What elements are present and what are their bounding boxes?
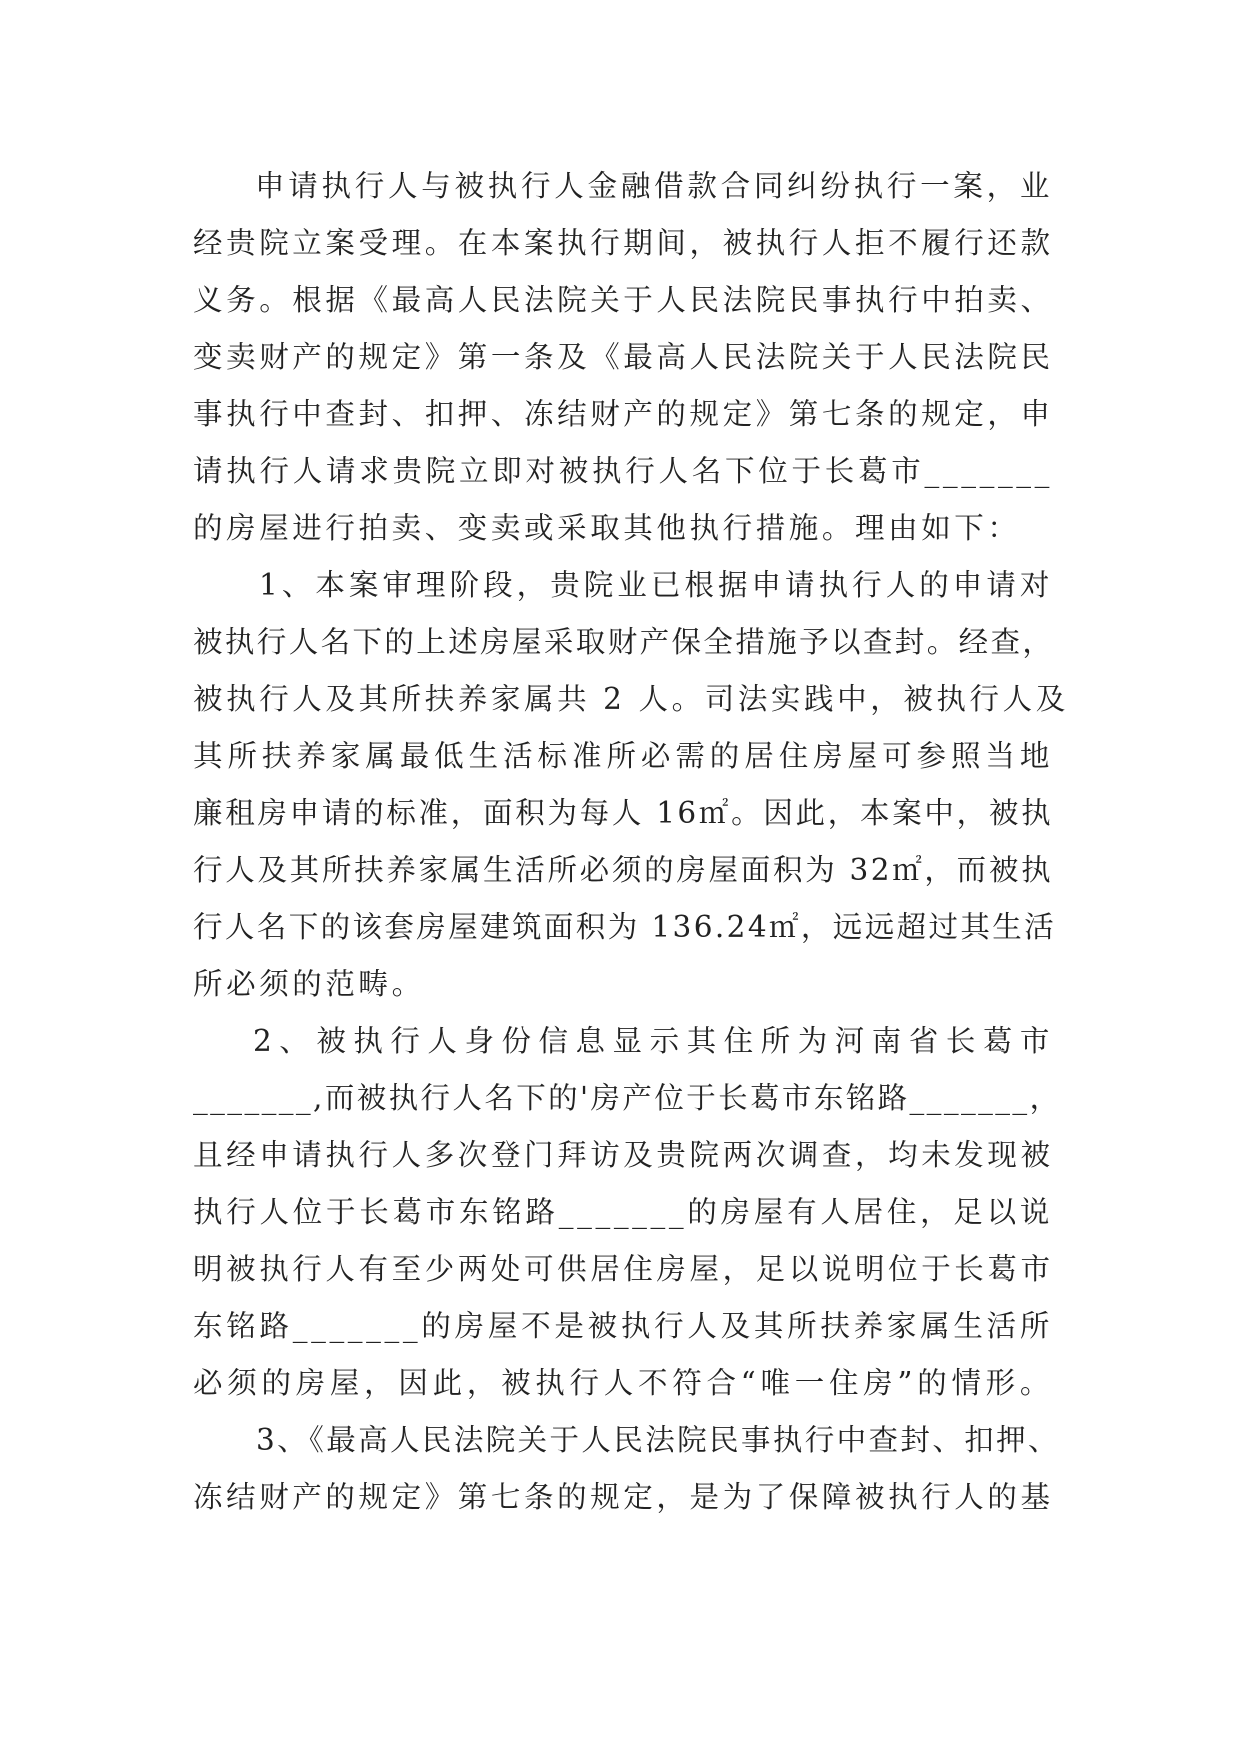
paragraph-reason-3 bbox=[193, 1412, 1060, 1526]
paragraph-reason-1 bbox=[193, 557, 1069, 1013]
text-line: 2、被执行人身份信息显示其住所为河南省长葛市 bbox=[253, 1024, 1053, 1058]
text-line: 且经申请执行人多次登门拜访及贵院两次调查，均未发现被 bbox=[193, 1138, 1054, 1172]
text-line: 申请执行人与被执行人金融借款合同纠纷执行一案，业 bbox=[255, 169, 1053, 203]
text-line: 被执行人名下的上述房屋采取财产保全措施予以查封。经查， bbox=[193, 625, 1055, 659]
document-body bbox=[193, 158, 1069, 1526]
text-line: 3、《最高人民法院关于人民法院民事执行中查封、扣押、 bbox=[256, 1423, 1060, 1457]
text-line: 的房屋进行拍卖、变卖或采取其他执行措施。理由如下： bbox=[193, 511, 1021, 545]
text-line: 义务。根据《最高人民法院关于人民法院民事执行中拍卖、 bbox=[193, 283, 1054, 317]
text-line: _______,而被执行人名下的'房产位于长葛市东铭路_______， bbox=[193, 1081, 1062, 1115]
text-line: 行人及其所扶养家属生活所必须的房屋面积为 32㎡，而被执 bbox=[193, 853, 1053, 887]
text-line: 行人名下的该套房屋建筑面积为 136.24㎡，远远超过其生活 bbox=[193, 910, 1057, 944]
text-line: 冻结财产的规定》第七条的规定，是为了保障被执行人的基 bbox=[193, 1480, 1054, 1514]
paragraph-application-intro bbox=[193, 158, 1053, 557]
text-line: 东铭路_______的房屋不是被执行人及其所扶养家属生活所 bbox=[193, 1309, 1053, 1343]
text-line: 执行人位于长葛市东铭路_______的房屋有人居住，足以说 bbox=[193, 1195, 1053, 1229]
text-line: 廉租房申请的标准，面积为每人 16㎡。因此，本案中，被执 bbox=[193, 796, 1053, 830]
text-line: 事执行中查封、扣押、冻结财产的规定》第七条的规定，申 bbox=[193, 397, 1054, 431]
paragraph-reason-2 bbox=[193, 1013, 1062, 1412]
text-line: 所必须的范畴。 bbox=[193, 967, 425, 1001]
text-line: 请执行人请求贵院立即对被执行人名下位于长葛市_______ bbox=[193, 454, 1053, 488]
text-line: 变卖财产的规定》第一条及《最高人民法院关于人民法院民 bbox=[193, 340, 1054, 374]
text-line: 经贵院立案受理。在本案执行期间，被执行人拒不履行还款 bbox=[193, 226, 1054, 260]
text-line: 1、本案审理阶段，贵院业已根据申请执行人的申请对 bbox=[259, 568, 1053, 602]
text-line: 其所扶养家属最低生活标准所必需的居住房屋可参照当地 bbox=[193, 739, 1053, 773]
text-line: 必须的房屋，因此，被执行人不符合“唯一住房”的情形。 bbox=[193, 1366, 1053, 1400]
text-line: 明被执行人有至少两处可供居住房屋，足以说明位于长葛市 bbox=[193, 1252, 1054, 1286]
text-line: 被执行人及其所扶养家属共 2 人。司法实践中，被执行人及 bbox=[193, 682, 1069, 716]
